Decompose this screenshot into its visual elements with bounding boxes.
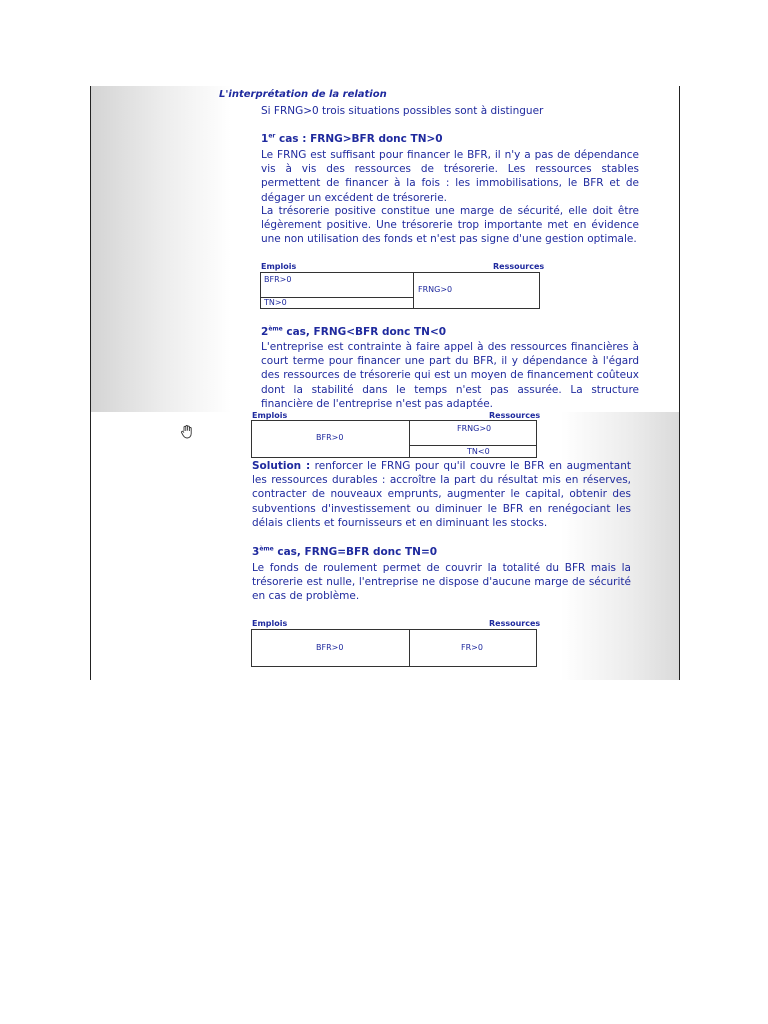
case3-cell-fr: FR>0: [461, 643, 483, 652]
case2-cell-frng: FRNG>0: [457, 424, 492, 433]
document-page: [90, 86, 680, 680]
case2-cell-tn: TN<0: [467, 447, 490, 456]
case1-cell-frng: FRNG>0: [418, 285, 453, 294]
case2-cell-bfr: BFR>0: [316, 433, 344, 442]
case3-table-ressources-header: Ressources: [489, 619, 541, 628]
intro-line: Si FRNG>0 trois situations possibles sont à distinguer: [261, 105, 544, 117]
case1-cell-bfr: BFR>0: [264, 275, 292, 284]
case2-table-emplois-header: Emplois: [252, 411, 288, 420]
case1-paragraph-1: Le FRNG est suffisant pour financer le BFR, il n'y a pas de dépendance vis à vis des ressources de trésorerie. Les ressources stables permettent de financer à la fois : les immobilisations, le BFR et de dégager un excédent de trésorerie.: [261, 149, 639, 204]
case3-heading: 3ème cas, FRNG=BFR donc TN=0: [252, 545, 438, 558]
hand-cursor-icon: [180, 425, 194, 443]
case3-cell-bfr: BFR>0: [316, 643, 344, 652]
case2-paragraph-1: L'entreprise est contrainte à faire appel à des ressources financières à court terme pour financer une part du BFR, il y dépendance à l'égard des ressources de trésorerie qui est un moyen de financement coûteux dont la stabilité dans le temps n'est pas assurée. La structure financière de l'entreprise n'est pas adaptée.: [261, 341, 639, 410]
case2-heading: 2ème cas, FRNG<BFR donc TN<0: [261, 325, 447, 338]
case2-table-ressources-header: Ressources: [489, 411, 541, 420]
case2-balance-table: [251, 420, 537, 458]
case1-paragraph-2: La trésorerie positive constitue une marge de sécurité, elle doit être légèrement positive. Une trésorerie trop importante met en évidence une non utilisation des fonds et n'est pas signe d'une gestion optimale.: [261, 205, 639, 246]
case3-paragraph-1: Le fonds de roulement permet de couvrir la totalité du BFR mais la trésorerie est nulle, l'entreprise ne dispose d'aucune marge de sécurité en cas de problème.: [252, 562, 631, 603]
case1-table-ressources-header: Ressources: [493, 262, 545, 271]
case1-heading: 1er cas : FRNG>BFR donc TN>0: [261, 132, 443, 145]
case1-balance-table: [260, 272, 540, 309]
section-title: L'interprétation de la relation: [219, 89, 387, 100]
case3-table-emplois-header: Emplois: [252, 619, 288, 628]
case1-table-emplois-header: Emplois: [261, 262, 297, 271]
case2-solution: Solution : renforcer le FRNG pour qu'il couvre le BFR en augmentant les ressources durables : accroître la part du résultat mis en réserves, contracter de nouveaux emprunts, augmenter le capital, obtenir des subventions d'investissement ou diminuer le BFR en renégociant les délais clients et fournisseurs et en diminuant les stocks.: [252, 460, 632, 529]
case1-cell-tn: TN>0: [264, 298, 287, 307]
case3-balance-table: [251, 629, 537, 667]
